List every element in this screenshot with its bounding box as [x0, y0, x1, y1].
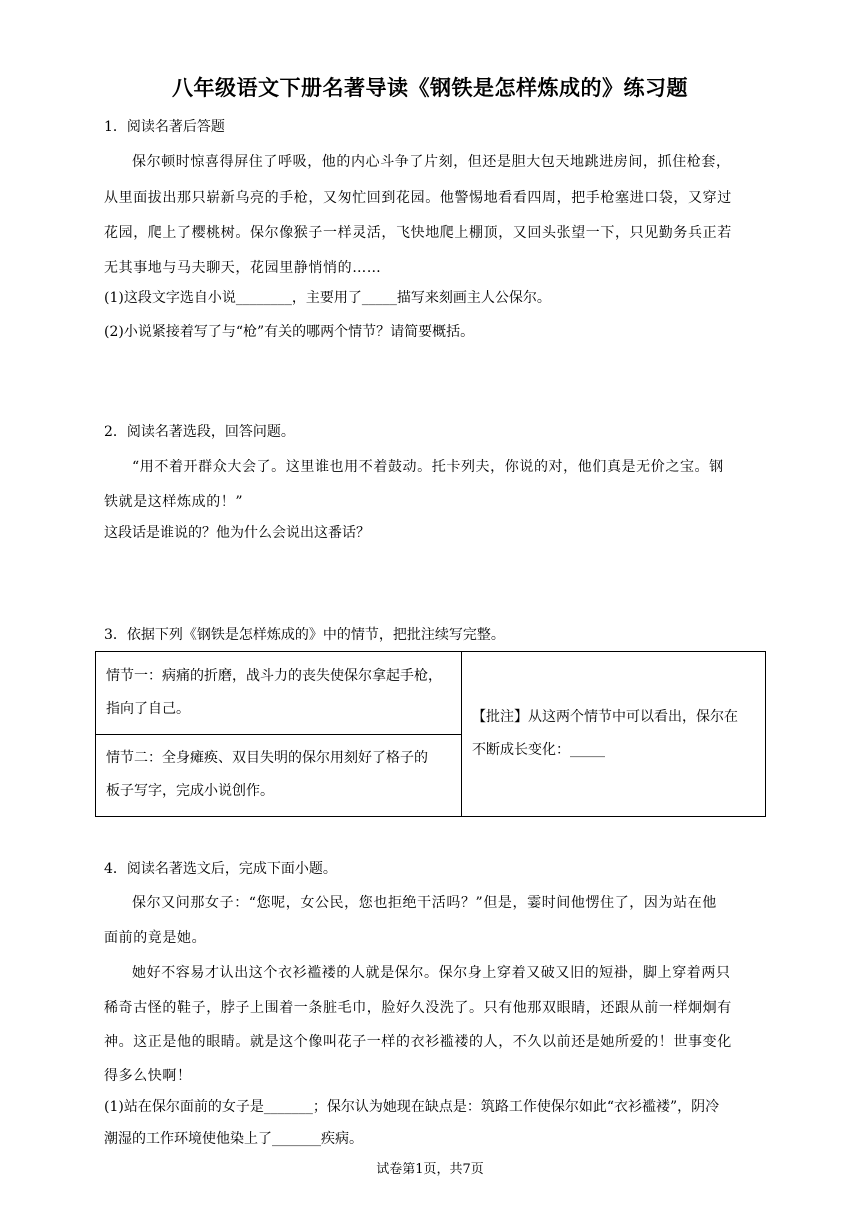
plot-two-cell	[96, 734, 462, 817]
page-title: 八年级语文下册名著导读《钢铁是怎样炼成的》练习题	[172, 75, 688, 100]
q1-passage-line: 保尔顿时惊喜得屏住了呼吸，他的内心斗争了片刻，但还是胆大包天地跳进房间，抓住枪套，	[132, 154, 731, 170]
q1-heading: 1．阅读名著后答题	[104, 119, 225, 135]
q2-question: 这段话是谁说的？他为什么会说出这番话？	[104, 525, 370, 541]
q2-passage-line: 铁就是这样炼成的！”	[104, 494, 244, 510]
q4-passage-line: 稀奇古怪的鞋子，脖子上围着一条脏毛巾，脸好久没洗了。只有他那双眼睛，还跟从前一样炯炯有	[104, 1000, 732, 1016]
plot-two-line: 情节二：全身瘫痪、双目失明的保尔用刻好了格子的	[106, 750, 428, 767]
q4-subquestion-1: 潮湿的工作环境使他染上了_______疾病。	[104, 1131, 363, 1147]
plot-one-cell	[96, 652, 462, 735]
q4-subquestion-1: (1)站在保尔面前的女子是_______；保尔认为她现在缺点是：筑路工作使保尔如此“衣衫褴褛”，阴冷	[104, 1099, 720, 1115]
q3-annotation-table	[95, 651, 766, 817]
q4-passage-line: 保尔又问那女子：“您呢，女公民，您也拒绝干活吗？”但是，霎时间他愣住了，因为站在他	[132, 895, 717, 911]
q1-passage-line: 从里面拔出那只崭新乌亮的手枪，又匆忙回到花园。他警惕地看看四周，把手枪塞进口袋，又穿过	[104, 190, 732, 206]
q1-subquestion-2: (2)小说紧接着写了与“枪”有关的哪两个情节？请简要概括。	[104, 324, 475, 340]
q2-heading: 2．阅读名著选段，回答问题。	[104, 424, 295, 440]
q1-subquestion-1: (1)这段文字选自小说________，主要用了_____描写来刻画主人公保尔。	[104, 290, 551, 306]
q3-heading: 3．依据下列《钢铁是怎样炼成的》中的情节，把批注续写完整。	[104, 627, 505, 643]
plot-one-line: 指向了自己。	[106, 700, 190, 717]
q4-passage-line: 神。这正是他的眼睛。就是这个像叫花子一样的衣衫褴褛的人，不久以前还是她所爱的！世事变化	[104, 1034, 732, 1050]
q1-passage-line: 无其事地与马夫聊天，花园里静悄悄的……	[104, 260, 382, 276]
plot-two-line: 板子写字，完成小说创作。	[106, 783, 274, 800]
q4-passage-line: 得多么快啊！	[104, 1068, 192, 1084]
plot-one-line: 情节一：病痛的折磨，战斗力的丧失使保尔拿起手枪，	[106, 667, 442, 684]
q1-passage-line: 花园，爬上了樱桃树。保尔像猴子一样灵活，飞快地爬上棚顶，又回头张望一下，只见勤务兵正若	[104, 225, 732, 241]
q4-passage-line: 面前的竟是她。	[104, 930, 207, 946]
q4-passage-line: 她好不容易才认出这个衣衫褴褛的人就是保尔。保尔身上穿着又破又旧的短褂，脚上穿着两只	[132, 965, 731, 981]
page-footer: 试卷第1页，共7页	[376, 1162, 484, 1177]
annotation-line: 不断成长变化：_____	[472, 742, 605, 758]
annotation-cell	[462, 652, 766, 817]
q2-passage-line: “用不着开群众大会了。这里谁也用不着鼓动。托卡列夫，你说的对，他们真是无价之宝。钢	[132, 459, 724, 475]
q4-heading: 4．阅读名著选文后，完成下面小题。	[104, 861, 337, 877]
annotation-line: 【批注】从这两个情节中可以看出，保尔在	[472, 709, 738, 725]
